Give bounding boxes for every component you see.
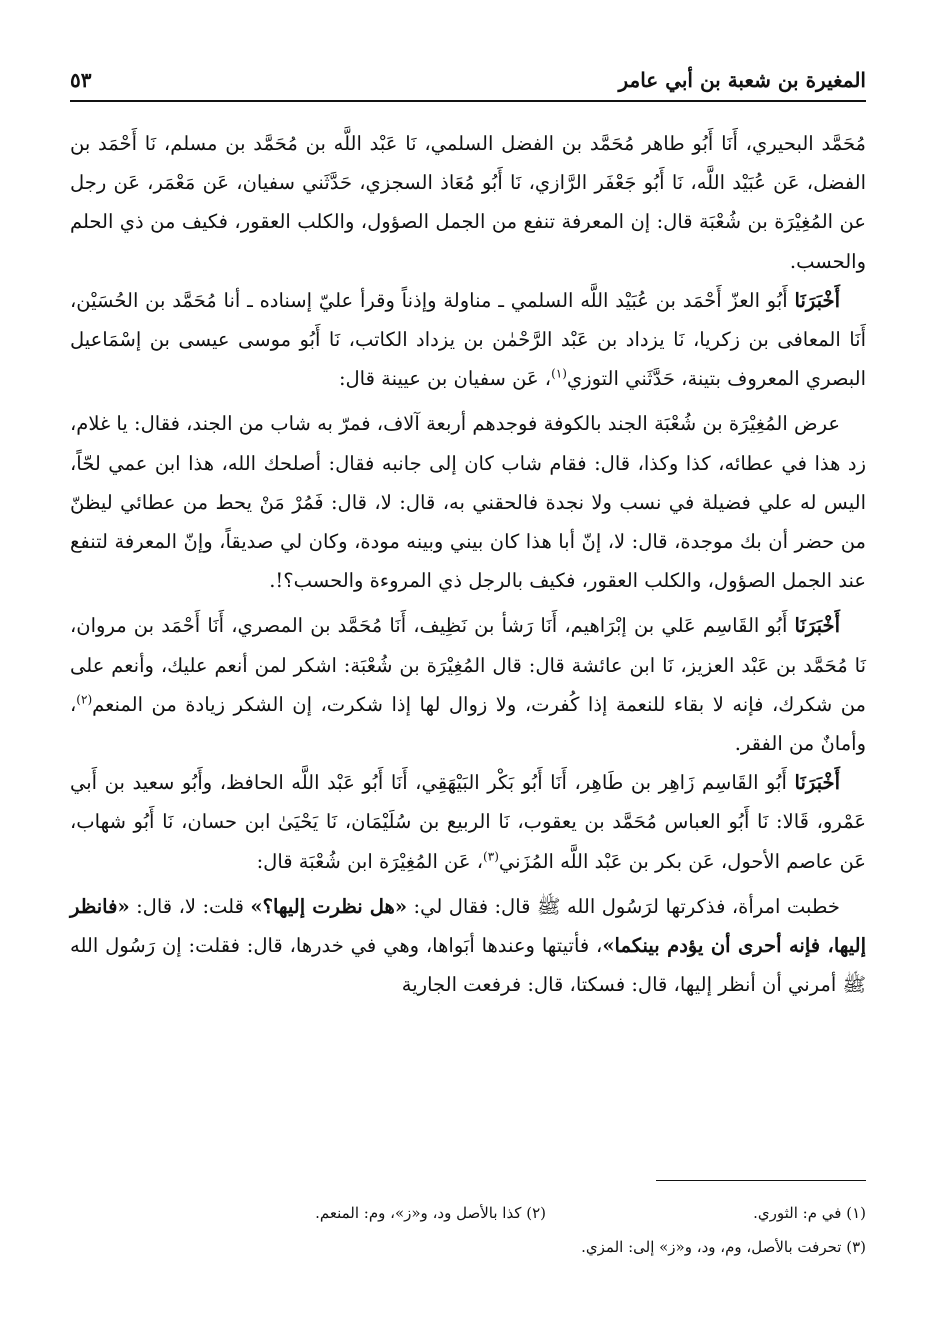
running-title: المغيرة بن شعبة بن أبي عامر <box>618 68 866 92</box>
footnote-ref-1[interactable]: (١) <box>551 366 567 381</box>
paragraph-5 <box>70 763 866 881</box>
akhbarana-keyword: أَخْبَرَنَا <box>794 288 840 312</box>
paragraph-text: ، فأتيتها وعندها أبَواها، وهي في خدرها، قال: فقلت: إن رَسُول الله ﷺ أمرني أن أنظر إليها، قال: فسكتا، قال: فرفعت الجارية <box>70 934 866 997</box>
footnote-row <box>70 1196 866 1230</box>
paragraph-4 <box>70 606 866 763</box>
footnote-3: (٣) تحرفت بالأصل، وم، ود، و«ز» إلى: المزي. <box>581 1238 866 1256</box>
footnote-row <box>70 1230 866 1264</box>
page-header <box>70 58 866 92</box>
paragraph-text: عرض المُغِيْرَة بن شُعْبَة الجند بالكوفة فوجدهم أربعة آلاف، فمرّ به شاب من الجند، فقال: يا غلام، زد هذا في عطائه، كذا وكذا، قال: فقام شاب كان إلى جانبه فقال: أصلحك الله، هذا ابن عمي لحّاً، اليس له علي فضيلة في نسب ولا نجدة فالحقني به، قال: لا، قال: فَمُرْ مَنْ يحط من عطائي ليظنّ من حضر أن بك موجدة، قال: لا، إنّ أبا هذا كان بيني وبينه مودة، وكان لي صديقاً، وإنّ المعرفة لتنفع عند الجمل الصؤول، والكلب العقور، فكيف بالرجل ذي المروءة والحسب؟!. <box>70 412 866 593</box>
footnote-ref-3[interactable]: (٣) <box>483 849 499 864</box>
akhbarana-keyword: أَخْبَرَنَا <box>794 771 840 795</box>
footnotes <box>70 1196 866 1264</box>
footnote-ref-2[interactable]: (٢) <box>76 692 93 707</box>
main-text <box>70 124 866 1004</box>
hadith-quote: «فانظر إليها، فإنه أحرى أن يؤدم بينكما» <box>70 894 867 958</box>
paragraph-text: أَبُو العزّ أَحْمَد بن عُبَيْد اللَّه السلمي ـ مناولة وإذناً وقرأ عليّ إسناده ـ أنا مُحَمَّد بن الحُسَيْن، أَنَا المعافى بن زكريا، نَا يزداد بن عَبْد الرَّحْمٰن بن يزداد الكاتب، نَا أَبُو موسى عيسى بن إسْمَاعيل البصري المعروف بتينة، حَدَّثَني التوزي <box>70 288 866 391</box>
footnote-2: (٢) كذا بالأصل ود، و«ز»، وم: المنعم. <box>315 1204 546 1222</box>
paragraph-text: ، وأمانٌ من الفقر. <box>70 692 866 756</box>
hadith-quote: «هل نظرت إليها؟» <box>250 894 408 918</box>
footnote-rule <box>656 1180 866 1181</box>
paragraph-text: أَبُو القَاسِم عَلي بن إبْرَاهيم، أَنَا رَشأ بن نَظِيف، أَنَا مُحَمَّد بن المصري، أَنَا أَحْمَد بن مروان، نَا مُحَمَّد بن عَبْد العزيز، نَا ابن عائشة قال: قال المُغِيْرَة بن شُعْبَة: اشكر لمن أنعم عليك، وأنعم على من شكرك، فإنه لا بقاء للنعمة إذا كُفرت، ولا زوال لها إذا شكرت، إن الشكر زيادة من المنعم <box>70 614 866 716</box>
paragraph-1 <box>70 124 866 281</box>
paragraph-text: قلت: لا، قال: <box>129 894 251 918</box>
paragraph-text: ، عَن المُغِيْرَة ابن شُعْبَة قال: <box>256 849 484 873</box>
paragraph-2 <box>70 281 866 399</box>
page-number: ٥٣ <box>70 68 92 92</box>
paragraph-text: مُحَمَّد البحيري، أَنَا أَبُو طاهر مُحَمَّد بن الفضل السلمي، نَا عَبْد اللَّه بن مُحَمَّد بن مسلم، نَا أَحْمَد بن الفضل، عَن عُبَيْد اللَّه، نَا أَبُو جَعْفَر الرَّازي، نَا أَبُو مُعَاذ السجزي، حَدَّثَني سفيان، عَن مَعْمَر، عَن رجل عن المُغِيْرَة بن شُعْبَة قال: إن المعرفة تنفع من الجمل الصؤول، والكلب العقور، فكيف من ذي الحلم والحسب. <box>70 132 866 273</box>
paragraph-3 <box>70 404 866 600</box>
paragraph-6 <box>70 887 866 1005</box>
paragraph-text: أَبُو القَاسِم زَاهِر بن طَاهِر، أَنَا أَبُو بَكْر البَيْهَقِي، أَنَا أَبُو عَبْد اللَّه الحافظ، وأَبُو سعيد بن أَبي عَمْرو، قَالا: نَا أَبُو العباس مُحَمَّد بن يعقوب، نَا الربيع بن سُلَيْمَان، نَا يَحْيَىٰ ابن حسان، نَا أَبُو شهاب، عَن عاصم الأحول، عَن بكر بن عَبْد اللَّه المُزَني <box>70 771 866 873</box>
paragraph-text: ، عَن سفيان بن عيينة قال: <box>338 367 552 391</box>
akhbarana-keyword: أَخْبَرَنَا <box>794 614 840 638</box>
paragraph-text: خطبت امرأة، فذكرتها لرَسُول الله ﷺ قال: فقال لي: <box>407 894 840 918</box>
header-rule <box>70 100 866 102</box>
book-page <box>70 0 866 1341</box>
footnote-1: (١) في م: الثوري. <box>753 1204 866 1222</box>
